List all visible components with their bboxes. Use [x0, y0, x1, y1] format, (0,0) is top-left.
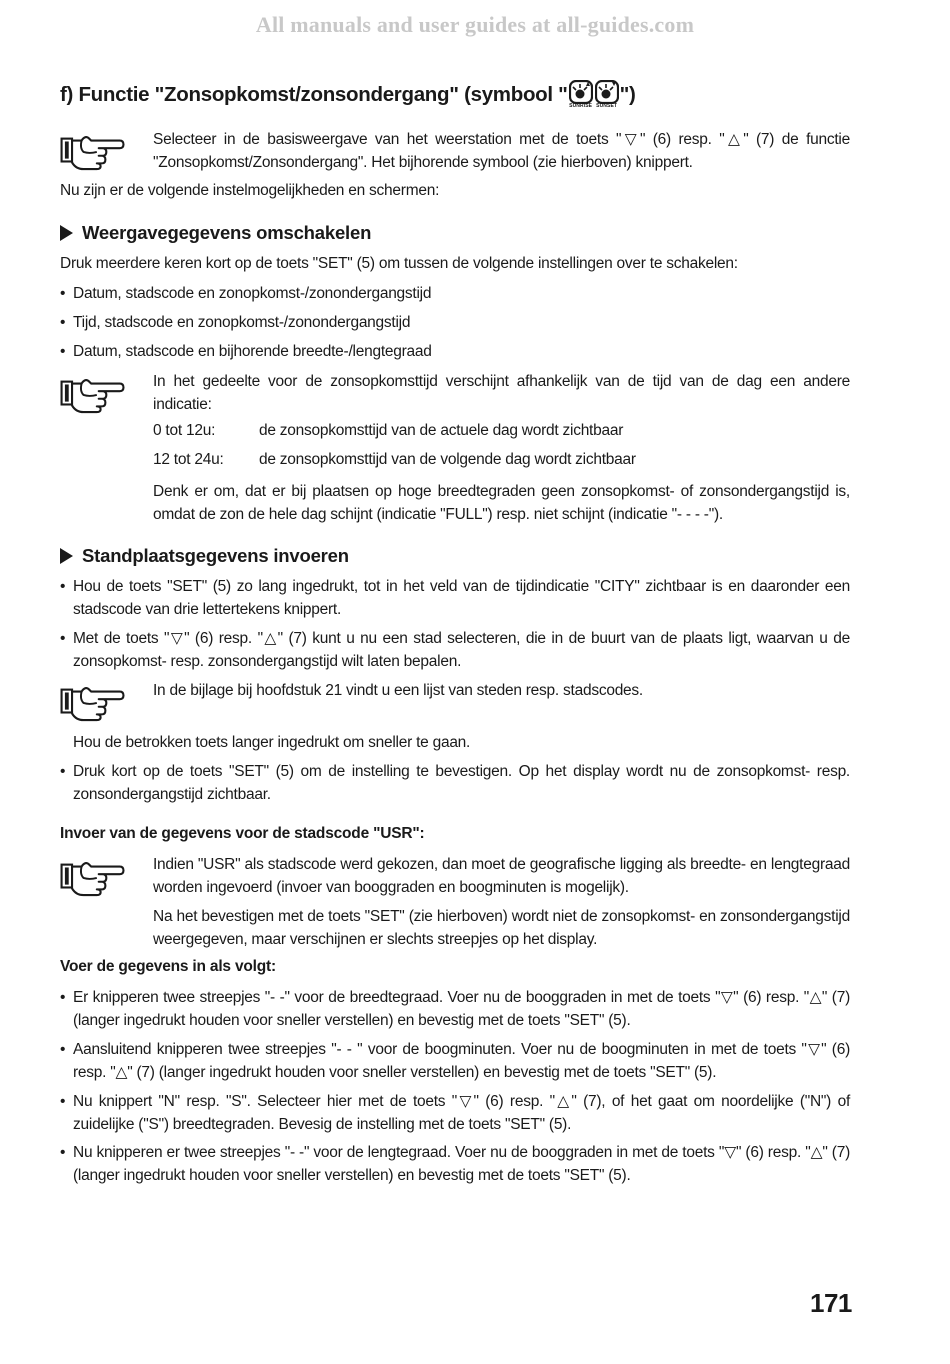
section3-note: Indien "USR" als stadscode werd gekozen, dan moet de geografische ligging als breedte- en lengtegraad worden ingevoerd (invoer van booggraden en boogminuten is mogelijk).: [153, 856, 850, 896]
sunrise-icon: [569, 80, 593, 104]
sunrise-caption: SUNRISE: [569, 103, 593, 109]
section-heading-display-label: Weergavegegevens omschakelen: [82, 222, 372, 243]
list-item: • Druk kort op de toets "SET" (5) om de instelling te bevestigen. Op het display wordt nu de zonsopkomst- resp. zonsondergangstijd zichtbaar.: [60, 760, 850, 806]
list-item: • Er knipperen twee streepjes "- -" voor de breedtegraad. Voer nu de booggraden in met de toets "▽" (6) resp. "△" (7) (langer ingedrukt houden voor sneller verstellen) en bevestig met de toets "SET" (5).: [60, 986, 850, 1032]
list-item: • Nu knippert "N" resp. "S". Selecteer hier met de toets "▽" (6) resp. "△" (7), of het gaat om noordelijke ("N") of zuidelijke ("S") breedtegraden. Bevesig de instelling met de toets "SET" (5).: [60, 1090, 850, 1136]
sunrise-symbol: [569, 80, 593, 109]
list-item: • Tijd, stadscode en zonopkomst-/zonondergangstijd: [60, 311, 850, 334]
intro-note: Selecteer in de basisweergave van het weerstation met de toets "▽" (6) resp. "△" (7) de functie "Zonsopkomst/Zonsondergang". Het bijhorende symbool (zie hierboven) knippert.: [153, 131, 850, 171]
triangle-bullet-icon: [60, 225, 73, 241]
row-label: 12 tot 24u:: [153, 451, 224, 468]
triangle-bullet-icon: [60, 548, 73, 564]
section3-note2: Na het bevestigen met de toets "SET" (zie hierboven) wordt niet de zonsopkomst- en zonsondergangstijd weergegeven, maar verschijnen er slechts streepjes op het display.: [153, 908, 850, 948]
section-heading-input: Voer de gegevens in als volgt:: [60, 958, 276, 975]
sunset-icon: [595, 80, 619, 104]
watermark: All manuals and user guides at all-guides.com: [255, 12, 695, 37]
page-title: [60, 80, 636, 109]
sunset-symbol: [595, 80, 619, 109]
section1-note2: Denk er om, dat er bij plaatsen op hoge breedtegraden geen zonsopkomst- of zonsondergangstijd is, omdat de zon de hele dag schijnt (indicatie "FULL") resp. niet schijnt (indicatie "- - - -").: [153, 483, 850, 523]
list-item: • Nu knipperen er twee streepjes "- -" voor de lengtegraad. Voer nu de booggraden in met de toets "▽" (6) resp. "△" (7) (langer ingedrukt houden voor sneller verstellen) en bevestig met de toets "SET" (5).: [60, 1141, 850, 1187]
section2-hold-text: Hou de betrokken toets langer ingedrukt om sneller te gaan.: [73, 734, 471, 751]
sunset-caption: SUNSET: [596, 103, 618, 109]
row-value: de zonsopkomsttijd van de volgende dag wordt zichtbaar: [259, 451, 636, 468]
pointing-hand-icon: [60, 374, 126, 414]
pointing-hand-icon: [60, 857, 126, 897]
list-item: • Aansluitend knipperen twee streepjes "- - " voor de boogminuten. Voer nu de boogminuten in met de toets "▽" (6) resp. "△" (7) (langer ingedrukt houden voor sneller verstellen) en bevestig met de toets "SET" (5).: [60, 1038, 850, 1084]
list-item: • Datum, stadscode en bijhorende breedte-/lengtegraad: [60, 340, 850, 363]
list-item: • Hou de toets "SET" (5) zo lang ingedrukt, tot in het veld van de tijdindicatie "CITY" zichtbaar is en daaronder een stadscode van drie lettertekens knippert.: [60, 575, 850, 621]
pointing-hand-icon: [60, 131, 126, 171]
intro-text: Nu zijn er de volgende instelmogelijkheden en schermen:: [60, 182, 440, 199]
pointing-hand-icon: [60, 682, 126, 722]
title-suffix: "): [619, 82, 636, 106]
section-heading-location-label: Standplaatsgegevens invoeren: [82, 545, 349, 566]
row-label: 0 tot 12u:: [153, 422, 216, 439]
section1-note: In het gedeelte voor de zonsopkomsttijd verschijnt afhankelijk van de tijd van de dag een andere indicatie:: [153, 373, 850, 413]
section-heading-location: [60, 545, 349, 567]
section1-text: Druk meerdere keren kort op de toets "SET" (5) om tussen de volgende instellingen over te schakelen:: [60, 255, 738, 272]
page-number: 171: [810, 1288, 852, 1318]
row-value: de zonsopkomsttijd van de actuele dag wordt zichtbaar: [259, 422, 624, 439]
section-heading-usr: Invoer van de gegevens voor de stadscode "USR":: [60, 825, 425, 842]
title-prefix: f) Functie "Zonsopkomst/zonsondergang" (symbool ": [60, 82, 568, 106]
list-item: • Met de toets "▽" (6) resp. "△" (7) kunt u nu een stad selecteren, die in de buurt van de plaats ligt, waarvan u de zonsopkomst- resp. zonsondergangstijd wilt laten bepalen.: [60, 627, 850, 673]
section-heading-display: [60, 222, 371, 244]
list-item: • Datum, stadscode en zonopkomst-/zonondergangstijd: [60, 282, 850, 305]
section2-note: In de bijlage bij hoofdstuk 21 vindt u een lijst van steden resp. stadscodes.: [153, 682, 643, 699]
